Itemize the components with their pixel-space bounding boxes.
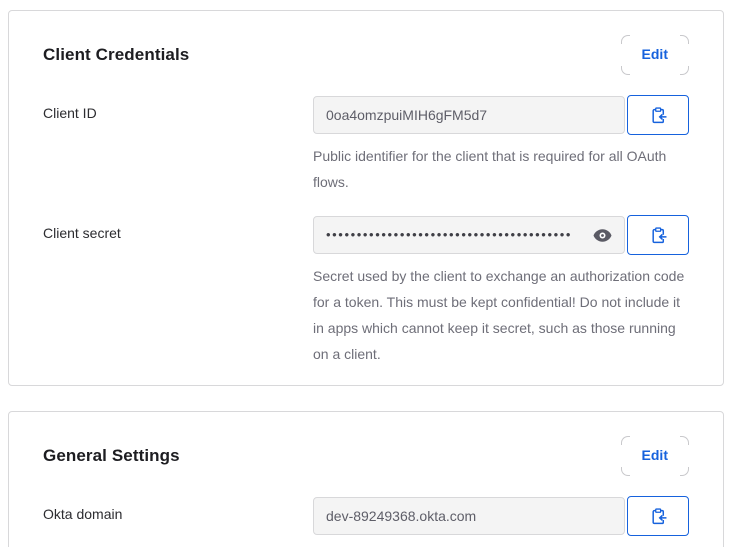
copy-client-secret-button[interactable]: [627, 215, 689, 255]
okta-domain-label: Okta domain: [43, 506, 123, 522]
focus-corner: [680, 66, 689, 75]
eye-icon: [593, 229, 612, 242]
general-settings-card: [8, 411, 724, 547]
client-credentials-header: [43, 11, 689, 75]
focus-corner: [680, 35, 689, 44]
edit-focus-frame: [621, 35, 689, 75]
client-id-label: Client ID: [43, 105, 97, 121]
focus-corner: [621, 35, 630, 44]
client-secret-help: Secret used by the client to exchange an authorization code for a token. This must be kept confidential! Do not include it in apps which cannot keep it secret, such as those running on a client.: [313, 268, 685, 362]
client-credentials-title: Client Credentials: [43, 45, 190, 64]
clipboard-copy-icon: [650, 508, 667, 525]
client-secret-masked-value: ••••••••••••••••••••••••••••••••••••••••: [326, 227, 573, 242]
client-id-input[interactable]: [313, 96, 625, 134]
focus-corner: [680, 467, 689, 476]
client-secret-label: Client secret: [43, 225, 121, 241]
client-id-help: Public identifier for the client that is required for all OAuth flows.: [313, 148, 667, 190]
edit-focus-frame: [621, 436, 689, 476]
edit-client-credentials-button[interactable]: Edit: [641, 46, 668, 62]
okta-domain-input[interactable]: [313, 497, 625, 535]
focus-corner: [621, 66, 630, 75]
edit-general-settings-button[interactable]: Edit: [641, 447, 668, 463]
clipboard-copy-icon: [650, 107, 667, 124]
reveal-secret-button[interactable]: [587, 229, 612, 242]
focus-corner: [621, 436, 630, 445]
client-credentials-card: [8, 10, 724, 386]
client-id-row: [43, 95, 689, 195]
okta-domain-row: [43, 496, 689, 536]
focus-corner: [621, 467, 630, 476]
client-secret-input[interactable]: [313, 216, 625, 254]
general-settings-header: [43, 412, 689, 476]
client-secret-row: [43, 215, 689, 367]
copy-client-id-button[interactable]: [627, 95, 689, 135]
general-settings-title: General Settings: [43, 446, 180, 465]
focus-corner: [680, 436, 689, 445]
copy-okta-domain-button[interactable]: [627, 496, 689, 536]
clipboard-copy-icon: [650, 227, 667, 244]
